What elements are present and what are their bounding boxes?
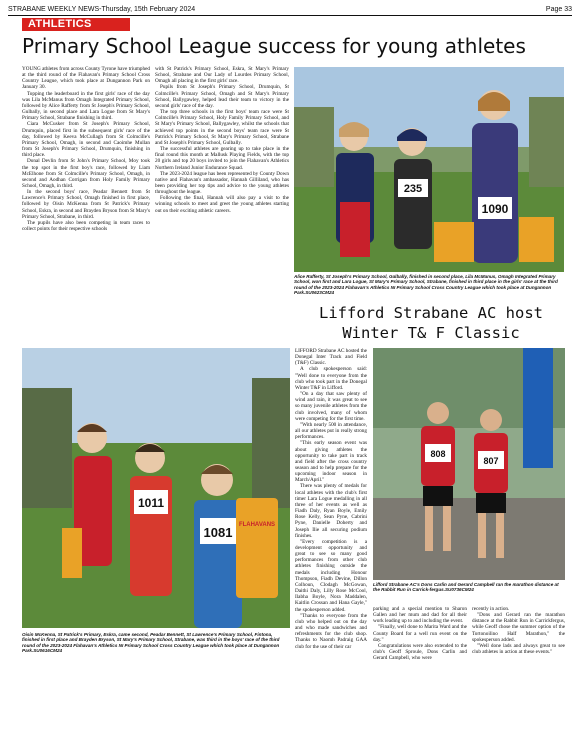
paragraph: In the second boys' race, Peadar Bennett from St Lawrence's Primary School, Omagh finished in first place, followed by Oisin McKenna from St Patrick's Primary School, Eskra, in second and Brayden Bryson from St Mary's Primary School, Strabane, in third. — [22, 189, 150, 220]
paragraph: with St Patrick's Primary School, Eskra, St Mary's Primary School, Strabane and Our Lady of Lourdes Primary School, Omagh all placing in the first girls' race. — [155, 66, 289, 85]
photo2-brand: FLAHAVANS — [238, 522, 276, 528]
section-label: ATHLETICS — [22, 18, 130, 31]
paragraph: "Every competition is a development opportunity and great to see so many good performances from other club athletes finishing outside the medals including Honour Thompson, Fiadh Devine, Dillon Colhoun, Clodagh McGowan, Daithi Daly, Lilly Rose McCool, Ilabha Boyle, Nora Maddalen, Kaitlin Crossan and Hana Gayle," the spokesperson added. — [295, 538, 367, 613]
photo1-bib-2: 1090 — [481, 202, 509, 216]
paragraph: The 2023-2024 league has been represented by County Down native and Flahavan's ambassador, Hannah Gilliland, who has been providing her top tips and advice to the young athletes throughout the league. — [155, 170, 289, 196]
photo2-bib-1: 1011 — [137, 496, 165, 510]
photo3-bib-1: 808 — [430, 449, 446, 459]
masthead-date: STRABANE WEEKLY NEWS-Thursday, 15th February 2024 — [8, 5, 196, 13]
story2-column-3 — [472, 606, 565, 720]
paragraph: "This early season event was about giving athletes the opportunity to take part in track and field after the cross country season and to help prepare for the upcoming indoor season in March/April." — [295, 440, 367, 484]
photo1-caption: Alice Rafferty, St Joseph's Primary School, Galbally, finished in second place, Lila McManus, Omagh Integrated Primary School, won first and Lara Logue, St Mary's Primary School, Strabane, finished in third place in the girls' race at the third round of the 2023-2024 Flahavan's Athletics NI Primary School Cross Country League which took place at Dungannon Park.SU0623CM24 — [294, 274, 558, 296]
paragraph: "On a day that saw plenty of wind and rain, it was great to see so many juvenile athletes from the club involved, many of whom were competing for the first time. — [295, 391, 367, 422]
page-header — [8, 3, 572, 15]
photo3-caption: Lifford Strabane AC's Dons Carlin and Gerard Campbell ran the marathon distance at the Rabbit Run in Carrick-fergus.SU0736CM24 — [373, 582, 559, 593]
page-number: Page 33 — [545, 5, 572, 13]
header-rule — [8, 15, 572, 16]
story1-column-2 — [155, 66, 289, 288]
photo2-caption: Oisin McKenna, St Patrick's Primary, Eskra, came second, Peadar Bennett, St Lawrence's Primary School, Fintona, finished in first place and Brayden Bryson, St Mary's Primary School, Strabane, was third in the boys' race of the third round of the 2023-2024 Flahavan's Athletics NI Primary School Cross Country League which took place at Dungannon Park.SU0616CM24 — [22, 632, 280, 654]
paragraph: Ciara McCusker from St Joseph's Primary School, Drumquin, placed first in the subsequent girls' race of the day, followed by Keeva McCullagh from St Colmcille's Primary School, Omagh, in second and Caoimhe Mullan from St Joseph's Primary School, Drumquin, finishing in third place. — [22, 121, 150, 159]
photo-girls-race — [294, 67, 564, 272]
paragraph: The pupils have also been competing in team races to collect points for their respective schools — [22, 219, 150, 233]
paragraph: Donal Devlin from St John's Primary School, Moy took the top spot in the first boy's race, followed by Liam McElhone from St Colmcille's Primary School, Omagh, in second and Aodhan Corrigan from Holy Family Primary School, Omagh, in third. — [22, 158, 150, 189]
paragraph: "Finally, well done to Marita Ward and the County Board for a well run event on the day." — [373, 624, 467, 643]
paragraph: recently in action. — [472, 606, 510, 612]
photo-marathon-runners — [373, 348, 565, 580]
paragraph: The top three schools in the first boys' team race were St Colmcille's Primary School, Holy Family Primary School, and St Mary's Primary School, Ballygawley, whilst the schools that achieved top points in the second boys' team race were St Patrick's Primary School, St Mary's Primary School, Strabane and St Joseph's Primary School, Gulbally. — [155, 109, 289, 146]
story2-headline: Lifford Strabane AC host Winter T& F Classic — [319, 304, 543, 342]
paragraph: The successful athletes are gearing up to take place in the final round this month at Mallusk Playing Fields, with the top 20 girls and top 20 boys invited to join the Flahavan's Athletics Northern Ireland Junior Endurance Squad. — [155, 146, 289, 171]
paragraph: "Well done lads and always great to see club athletes in action at these events." — [472, 642, 565, 656]
paragraph: Topping the leaderboard in the first girls' race of the day was Lila McManus from Omagh Integrated Primary School, followed by Alice Rafferty from St Joseph's Primary School, Gulbally, in second place and Lara Logue from St Mary's Primary School, Strabane finishing in third. — [22, 90, 150, 122]
story1-column-1 — [22, 66, 150, 288]
paragraph: Pupils from St Joseph's Primary School, Drumquin, St Colmcille's Primary School, Omagh and St Mary's Primary School, Ballygawley, helped lead their team to victory in the second girls' race of the day. — [155, 84, 289, 109]
paragraph: "Dons and Gerard ran the marathon distance at the Rabbit Run in Carrickfergus, while Geoff chose the summer option of the Tortonoilino Half Marathon," the spokesperson added. — [472, 612, 565, 643]
paragraph: A club spokesperson said: "Well done to everyone from the club who took part in the Donegal Winter T&F in Lifford. — [295, 366, 367, 391]
paragraph: "With nearly 500 in attendance, all our athletes put in really strong performances. — [295, 421, 367, 441]
photo-boys-race — [22, 348, 290, 628]
paragraph: "Thanks to everyone from the club who helped out on the day and who made sandwiches and refreshments for the club shop. Thanks to Naomh Padraig GAA club for the use of their car — [295, 612, 367, 650]
story2-column-1 — [295, 348, 367, 720]
story2-column-2 — [373, 606, 467, 720]
paragraph: Following the final, Hannah will also pay a visit to the winning schools to meet and greet the young athletes starting out on their exciting athletic careers. — [155, 195, 289, 214]
paragraph: There was plenty of medals for local athletes with the club's first timer Lara Logue medalling in all three of her events as well as Fiadh Daly, Ryan Boyle, Emily Rose Kelly, Sean Pyne, Cabrini Pyne, Danielle Doherty and Joseph Ilie all securing podium finishes. — [295, 483, 367, 539]
photo2-bib-2: 1081 — [203, 525, 233, 540]
photo3-bib-2: 807 — [483, 456, 499, 466]
paragraph: Congratulations were also extended to the club's Geoff Sproule, Dons Carlin and Gerard Campbell, who were — [373, 642, 467, 662]
story1-headline: Primary School League success for young athletes — [22, 34, 526, 58]
paragraph: LIFFORD Strabane AC hosted the Donegal Inter Track and Field (T&F) Classic. — [295, 348, 367, 367]
paragraph: YOUNG athletes from across County Tyrone have triumphed at the third round of the Flahavan's Primary School Cross Country League, which took place at Dungannon Park on January 30. — [22, 66, 150, 91]
photo1-bib-1: 235 — [403, 183, 423, 195]
paragraph: parking and a special mention to Sharon Gallen and her mum and dad for all their work leading up to and including the event. — [373, 606, 467, 625]
